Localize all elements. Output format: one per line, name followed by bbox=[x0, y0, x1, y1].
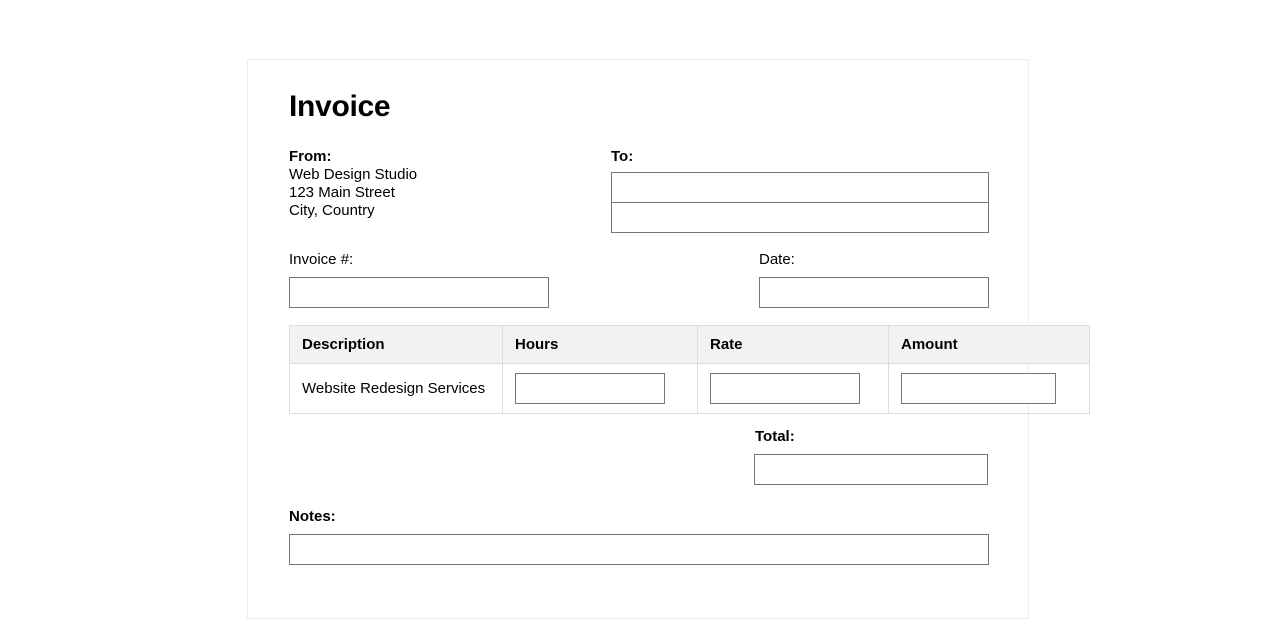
invoice-body bbox=[289, 90, 989, 565]
to-block bbox=[611, 147, 989, 233]
from-block bbox=[289, 147, 589, 220]
table-row bbox=[290, 364, 1090, 414]
from-line-3: City, Country bbox=[289, 202, 375, 219]
party-section bbox=[289, 147, 989, 233]
table-header-row bbox=[290, 326, 1090, 364]
to-fields bbox=[611, 172, 989, 233]
invoice-number-block bbox=[289, 251, 549, 308]
date-label: Date: bbox=[759, 251, 795, 268]
cell-hours bbox=[503, 364, 698, 414]
notes-section bbox=[289, 508, 989, 565]
total-section bbox=[289, 428, 989, 500]
from-line-2: 123 Main Street bbox=[289, 184, 395, 201]
total-input[interactable] bbox=[754, 454, 988, 485]
to-label: To: bbox=[611, 148, 634, 165]
header-hours: Hours bbox=[503, 326, 698, 364]
header-description: Description bbox=[290, 326, 503, 364]
from-label: From: bbox=[289, 148, 332, 165]
cell-description: Website Redesign Services bbox=[290, 364, 503, 414]
invoice-number-input[interactable] bbox=[289, 277, 549, 308]
from-line-1: Web Design Studio bbox=[289, 166, 418, 183]
date-input[interactable] bbox=[759, 277, 989, 308]
to-line2-input[interactable] bbox=[611, 202, 989, 233]
to-line1-input[interactable] bbox=[611, 172, 989, 203]
date-block bbox=[759, 251, 989, 308]
rate-input[interactable] bbox=[710, 373, 860, 404]
notes-input[interactable] bbox=[289, 534, 989, 565]
notes-label: Notes: bbox=[289, 508, 336, 525]
header-rate: Rate bbox=[698, 326, 889, 364]
invoice-page bbox=[247, 59, 1029, 619]
cell-amount bbox=[889, 364, 1090, 414]
total-label: Total: bbox=[755, 428, 795, 445]
hours-input[interactable] bbox=[515, 373, 665, 404]
amount-input[interactable] bbox=[901, 373, 1056, 404]
invoice-number-label: Invoice #: bbox=[289, 251, 354, 268]
meta-section bbox=[289, 251, 989, 323]
total-block bbox=[755, 428, 989, 485]
page-title: Invoice bbox=[289, 90, 391, 123]
line-items-table bbox=[289, 325, 1090, 414]
cell-rate bbox=[698, 364, 889, 414]
header-amount: Amount bbox=[889, 326, 1090, 364]
